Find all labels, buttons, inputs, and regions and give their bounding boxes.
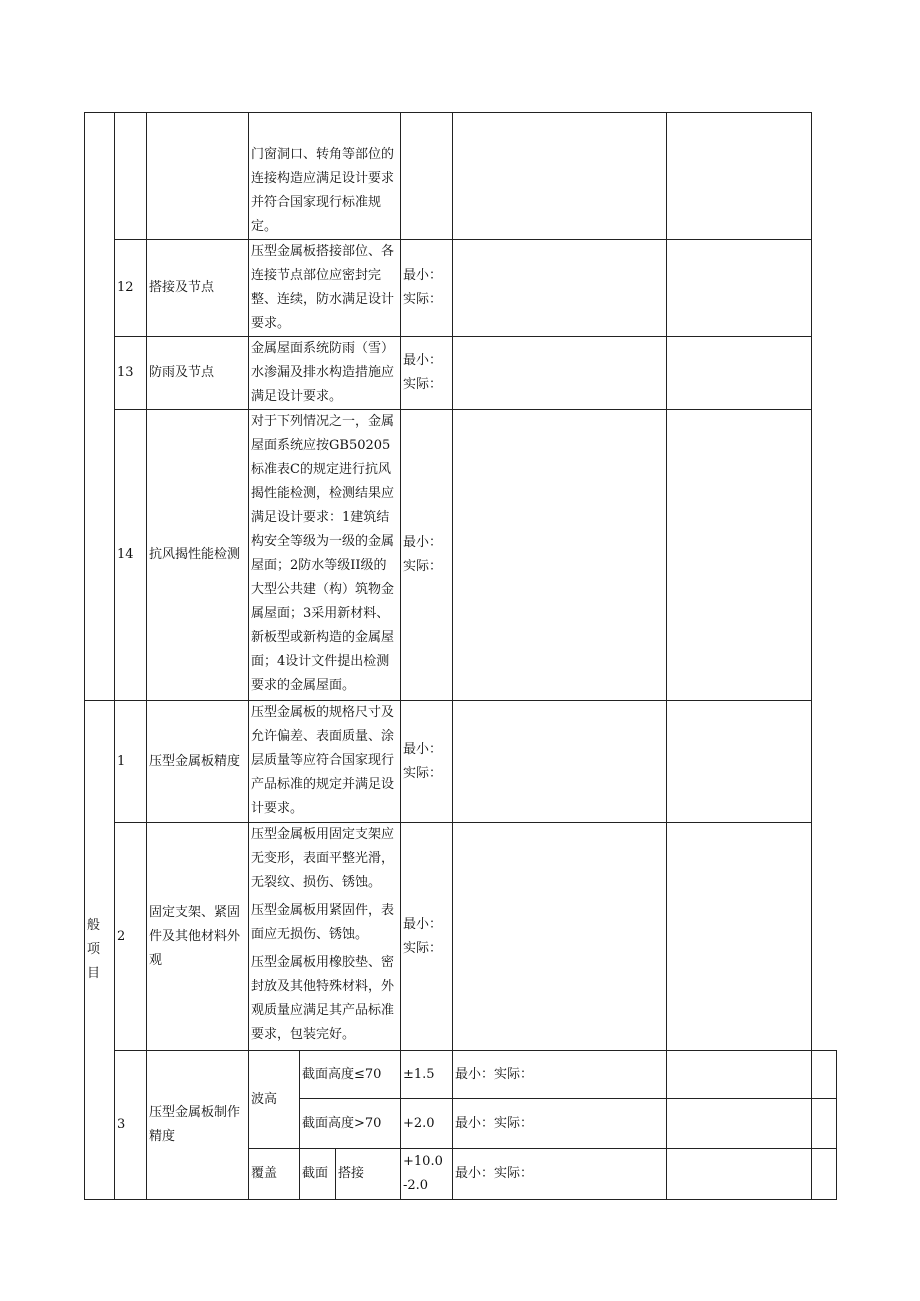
table-row bbox=[85, 240, 837, 337]
result-cell bbox=[453, 113, 667, 240]
sample-cell: 最小：实际： bbox=[401, 701, 453, 823]
section-cell: 截面 bbox=[300, 1149, 336, 1200]
cover-cell: 覆盖 bbox=[249, 1149, 300, 1200]
tolerance-cell: +2.0 bbox=[401, 1099, 453, 1149]
item-no-cell bbox=[115, 113, 147, 240]
sample-cell: 最小：实际： bbox=[453, 1051, 667, 1099]
item-name-cell: 压型金属板精度 bbox=[147, 701, 249, 823]
table-row bbox=[85, 701, 837, 823]
requirement-cell: 金属屋面系统防雨（雪）水渗漏及排水构造措施应满足设计要求。 bbox=[249, 337, 401, 410]
item-name-cell: 防雨及节点 bbox=[147, 337, 249, 410]
item-name-cell: 抗风揭性能检测 bbox=[147, 410, 249, 701]
item-no-cell: 3 bbox=[115, 1051, 147, 1200]
requirement-cell: 压型金属板搭接部位、各连接节点部位应密封完整、连续，防水满足设计要求。 bbox=[249, 240, 401, 337]
table-row bbox=[85, 823, 837, 1051]
sample-cell: 最小：实际： bbox=[453, 1149, 667, 1200]
sample-cell bbox=[401, 113, 453, 240]
requirement-cell: 压型金属板的规格尺寸及允许偏差、表面质量、涂层质量等应符合国家现行产品标准的规定并满足设计要求。 bbox=[249, 701, 401, 823]
result-cell bbox=[453, 701, 667, 823]
remark-cell bbox=[667, 240, 812, 337]
item-name-cell: 固定支架、紧固件及其他材料外观 bbox=[147, 823, 249, 1051]
requirement-paragraph: 压型金属板用固定支架应无变形，表面平整光滑，无裂纹、损伤、锈蚀。 bbox=[251, 827, 395, 890]
table-row bbox=[85, 337, 837, 410]
requirement-cell bbox=[249, 823, 401, 1051]
item-name-cell: 搭接及节点 bbox=[147, 240, 249, 337]
inspection-table bbox=[84, 112, 837, 1200]
result-cell bbox=[453, 410, 667, 701]
result-cell bbox=[453, 337, 667, 410]
sample-cell: 最小：实际： bbox=[401, 410, 453, 701]
section-height-cell: 截面高度≤70 bbox=[300, 1051, 401, 1099]
result-cell bbox=[667, 1149, 812, 1200]
requirement-cell: 对于下列情况之一，金属屋面系统应按GB50205标准表C的规定进行抗风揭性能检测，检测结果应满足设计要求：1建筑结构安全等级为一级的金属屋面；2防水等级II级的大型公共建（构）筑物金属屋面；3采用新材料、新板型或新构造的金属屋面；4设计文件提出检测要求的金属屋面。 bbox=[249, 410, 401, 701]
remark-cell bbox=[667, 337, 812, 410]
sample-cell: 最小：实际： bbox=[453, 1099, 667, 1149]
remark-cell bbox=[667, 113, 812, 240]
remark-cell bbox=[667, 410, 812, 701]
table-row bbox=[85, 113, 837, 240]
requirement-paragraph: 压型金属板用橡胶垫、密封放及其他特殊材料，外观质量应满足其产品标准要求，包装完好。 bbox=[251, 955, 395, 1042]
sample-cell: 最小：实际： bbox=[401, 823, 453, 1051]
remark-cell bbox=[667, 823, 812, 1051]
table-row bbox=[85, 410, 837, 701]
category-cell-general: 般项目 bbox=[85, 701, 115, 1200]
remark-cell bbox=[812, 1051, 837, 1099]
section-height-cell: 截面高度>70 bbox=[300, 1099, 401, 1149]
category-cell-main bbox=[85, 113, 115, 701]
item-no-cell: 14 bbox=[115, 410, 147, 701]
sample-cell: 最小：实际： bbox=[401, 240, 453, 337]
result-cell bbox=[453, 240, 667, 337]
remark-cell bbox=[812, 1099, 837, 1149]
item-no-cell: 1 bbox=[115, 701, 147, 823]
item-name-cell bbox=[147, 113, 249, 240]
remark-cell bbox=[667, 701, 812, 823]
table-row bbox=[85, 1051, 837, 1099]
tolerance-cell: +10.0 -2.0 bbox=[401, 1149, 453, 1200]
result-cell bbox=[453, 823, 667, 1051]
result-cell bbox=[667, 1099, 812, 1149]
tolerance-cell: ±1.5 bbox=[401, 1051, 453, 1099]
requirement-paragraph: 压型金属板用紧固件，表面应无损伤、锈蚀。 bbox=[251, 903, 395, 942]
lap-cell: 搭接 bbox=[336, 1149, 401, 1200]
wave-height-cell: 波高 bbox=[249, 1051, 300, 1149]
requirement-cell: 门窗洞口、转角等部位的连接构造应满足设计要求并符合国家现行标准规定。 bbox=[249, 113, 401, 240]
remark-cell bbox=[812, 1149, 837, 1200]
item-no-cell: 12 bbox=[115, 240, 147, 337]
item-name-cell: 压型金属板制作精度 bbox=[147, 1051, 249, 1200]
item-no-cell: 2 bbox=[115, 823, 147, 1051]
result-cell bbox=[667, 1051, 812, 1099]
sample-cell: 最小：实际： bbox=[401, 337, 453, 410]
item-no-cell: 13 bbox=[115, 337, 147, 410]
